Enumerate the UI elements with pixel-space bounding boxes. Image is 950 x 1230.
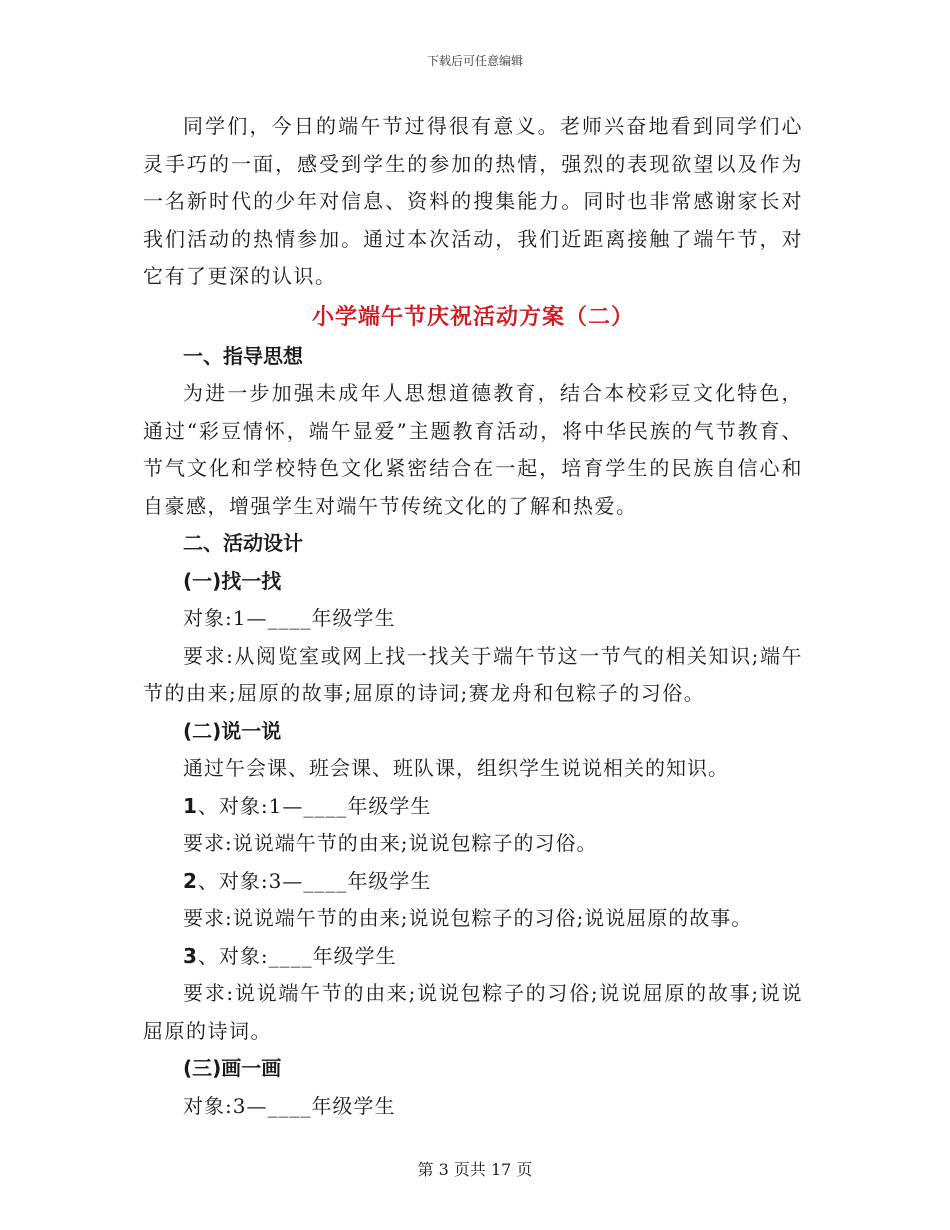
part2-heading: (二)说一说: [183, 718, 282, 743]
part2-item-2-number: 2: [183, 868, 198, 893]
part2-item-3-target-text: 、对象:____年级学生: [197, 943, 397, 968]
part1-requirement: 要求:从阅览室或网上找一找关于端午节这一节气的相关知识;端午节的由来;屈原的故事;屈原的诗词;赛龙舟和包粽子的习俗。: [143, 643, 803, 705]
header-note: 下载后可任意编辑: [426, 54, 523, 68]
part2-item-3-number: 3: [183, 943, 198, 968]
part2-item-2-requirement: 要求:说说端午节的由来;说说包粽子的习俗;说说屈原的故事。: [183, 906, 753, 930]
part2-intro: 通过午会课、班会课、班队课，组织学生说说相关的知识。: [183, 756, 729, 780]
part2-item-2-target: [143, 863, 803, 901]
part3-target: 对象:3—____年级学生: [183, 1093, 396, 1118]
part2-item-1-target-text: 、对象:1—____年级学生: [197, 793, 432, 818]
section1-paragraph: 为进一步加强未成年人思想道德教育，结合本校彩豆文化特色，通过“彩豆情怀，端午显爱”主题教育活动，将中华民族的气节教育、节气文化和学校特色文化紧密结合在一起，培育学生的民族自信心和自豪感，增强学生对端午节传统文化的了解和热爱。: [143, 381, 803, 518]
document-title: 小学端午节庆祝活动方案（二）: [311, 304, 634, 330]
part2-item-1-requirement: 要求:说说端午节的由来;说说包粽子的习俗。: [183, 831, 598, 855]
page-number: 第 3 页共 17 页: [417, 1160, 533, 1179]
part1-target: 对象:1—____年级学生: [183, 606, 396, 630]
section2-heading: 二、活动设计: [183, 531, 303, 555]
part2-item-1-number: 1: [183, 793, 198, 818]
section1-heading: 一、指导思想: [183, 343, 303, 368]
part2-item-1-target: [143, 788, 803, 826]
part2-item-3-requirement: 要求:说说端午节的由来;说说包粽子的习俗;说说屈原的故事;说说屈原的诗词。: [143, 981, 803, 1043]
part2-item-2-target-text: 、对象:3—____年级学生: [197, 868, 432, 893]
intro-paragraph: 同学们，今日的端午节过得很有意义。老师兴奋地看到同学们心灵手巧的一面，感受到学生的参加的热情，强烈的表现欲望以及作为一名新时代的少年对信息、资料的搜集能力。同时也非常感谢家长对我们活动的热情参加。通过本次活动，我们近距离接触了端午节，对它有了更深的认识。: [143, 114, 803, 288]
part3-heading: (三)画一画: [183, 1056, 282, 1080]
part1-heading: (一)找一找: [183, 568, 282, 593]
document-body: [143, 108, 803, 1125]
part2-item-3-target: [143, 938, 803, 976]
